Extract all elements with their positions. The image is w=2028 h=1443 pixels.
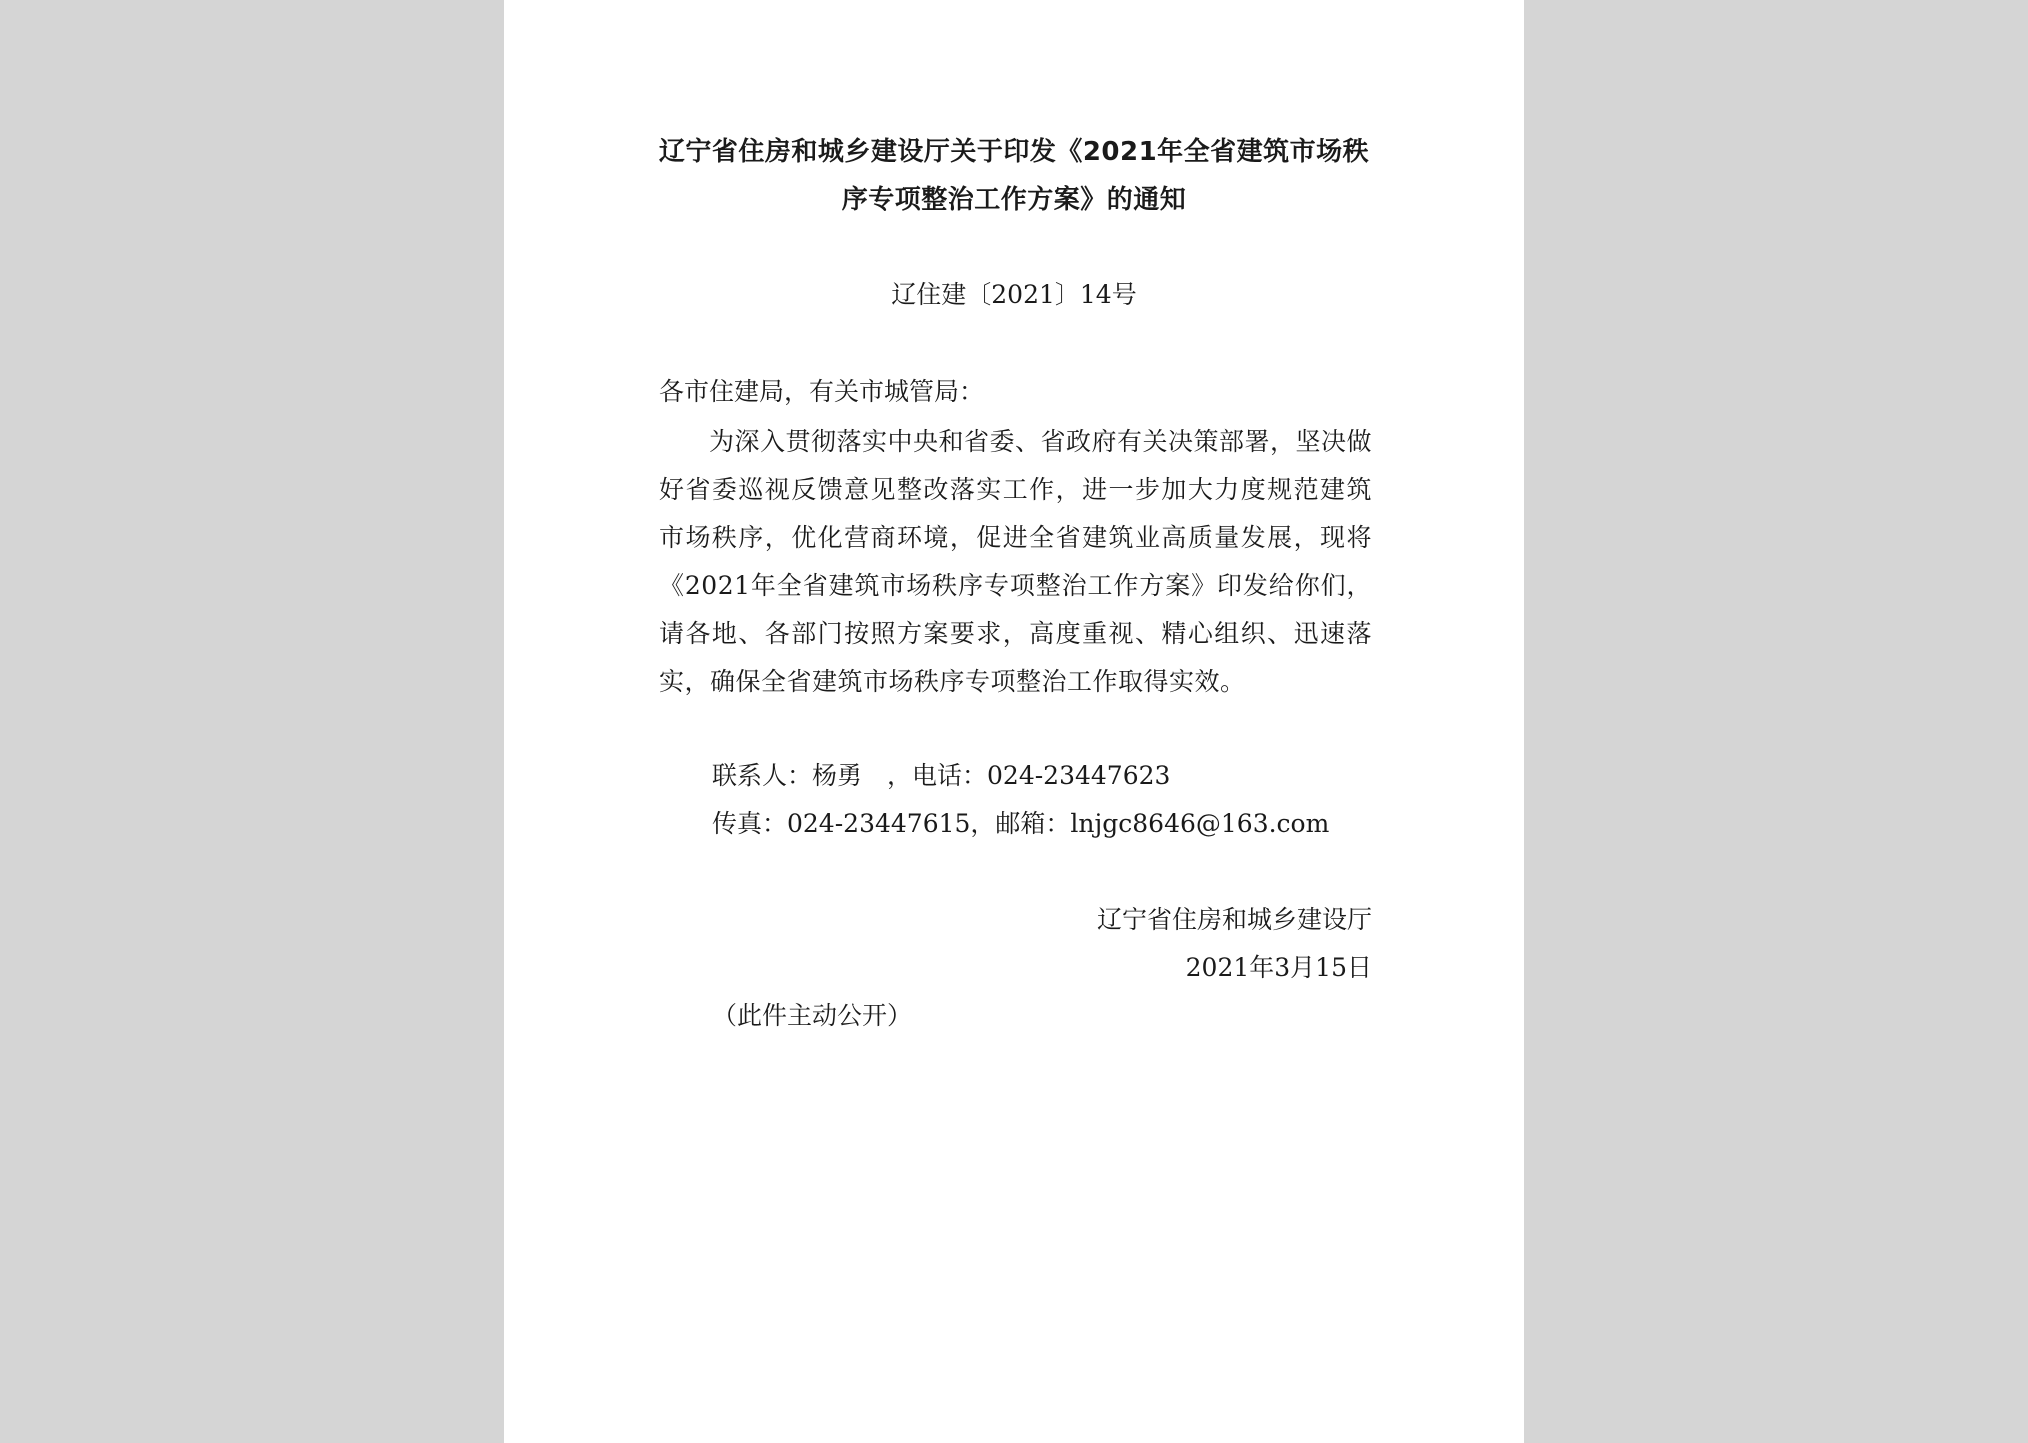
document-title-line-1: 辽宁省住房和城乡建设厅关于印发《2021年全省建筑市场秩 xyxy=(658,137,1370,167)
contact-line: 联系人：杨勇 ，电话：024-23447623 xyxy=(712,761,1171,790)
fax-email-line: 传真：024-23447615，邮箱：lnjgc8646@163.com xyxy=(712,809,1330,838)
body-paragraph: 为深入贯彻落实中央和省委、省政府有关决策部署，坚决做好省委巡视反馈意见整改落实工作，进一步加大力度规范建筑市场秩序，优化营商环境，促进全省建筑业高质量发展，现将《2021年全省建筑市场秩序专项整治工作方案》印发给你们，请各地、各部门按照方案要求，高度重视、精心组织、迅速落实，确保全省建筑市场秩序专项整治工作取得实效。 xyxy=(659,427,1373,696)
document-number: 辽住建〔2021〕14号 xyxy=(891,280,1137,309)
document-page xyxy=(504,0,1524,1443)
addressee: 各市住建局，有关市城管局： xyxy=(659,377,985,406)
signature-organization: 辽宁省住房和城乡建设厅 xyxy=(1096,905,1372,934)
signature-date: 2021年3月15日 xyxy=(1185,953,1372,982)
document-title-line-2: 序专项整治工作方案》的通知 xyxy=(841,185,1187,215)
disclosure-note: （此件主动公开） xyxy=(712,1001,913,1030)
